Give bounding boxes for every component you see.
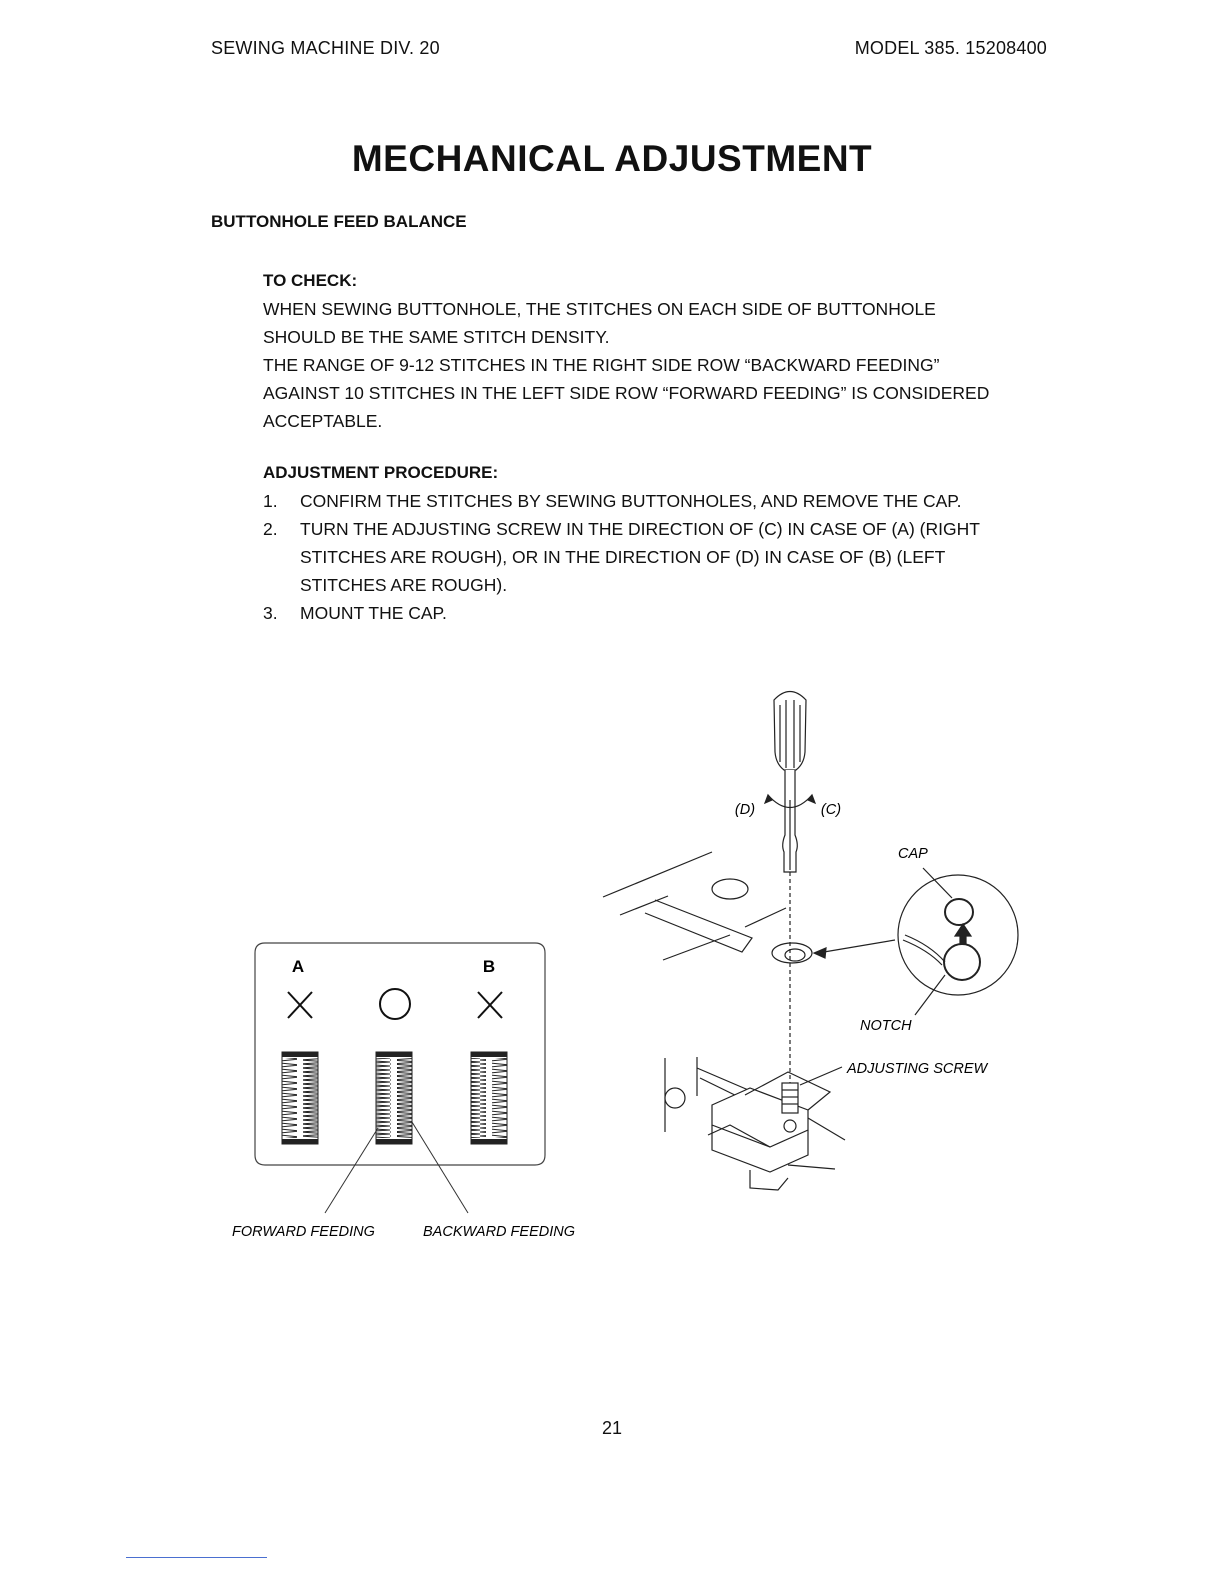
pointer-arrow [818, 940, 895, 953]
page-title: MECHANICAL ADJUSTMENT [351, 138, 873, 179]
stitch-column-b [471, 1052, 507, 1144]
circle-mark-icon [380, 989, 410, 1019]
label-adjusting-screw: ADJUSTING SCREW [847, 1061, 988, 1077]
label-c: (C) [820, 802, 842, 818]
step-number: 3. [263, 603, 278, 623]
step-number: 2. [263, 519, 278, 539]
header-left: SEWING MACHINE DIV. 20 [211, 38, 440, 58]
cover-plate [603, 852, 812, 963]
x-mark-icon [478, 992, 502, 1018]
step-number: 1. [263, 491, 278, 511]
to-check-line: WHEN SEWING BUTTONHOLE, THE STITCHES ON EACH SIDE OF BUTTONHOLE [263, 299, 936, 319]
label-d: (D) [734, 802, 756, 818]
procedure-heading: ADJUSTMENT PROCEDURE: [263, 463, 499, 482]
to-check-line: THE RANGE OF 9-12 STITCHES IN THE RIGHT SIDE ROW “BACKWARD FEEDING” [263, 355, 940, 375]
step-text: MOUNT THE CAP. [300, 603, 447, 623]
to-check-block [263, 267, 1063, 435]
buttonhole-comparison-panel [232, 943, 575, 1240]
procedure-block [263, 459, 1063, 627]
header-right: MODEL 385. 15208400 [854, 38, 1047, 58]
cap-icon [903, 899, 980, 980]
procedure-list [263, 487, 1063, 627]
label-b: B [482, 957, 496, 976]
to-check-line: ACCEPTABLE. [263, 411, 383, 431]
leader-line [325, 1128, 378, 1213]
label-forward-feeding: FORWARD FEEDING [232, 1224, 375, 1240]
procedure-step [263, 599, 1063, 627]
procedure-step [263, 487, 1063, 515]
step-text: TURN THE ADJUSTING SCREW IN THE DIRECTION OF (C) IN CASE OF (A) (RIGHT STITCHES ARE ROUGH), OR IN THE DIRECTION OF (D) IN CASE OF (B) (LEFT STITCHES ARE ROUGH). [300, 519, 980, 595]
page-number: 21 [601, 1418, 623, 1438]
to-check-line: AGAINST 10 STITCHES IN THE LEFT SIDE ROW “FORWARD FEEDING” IS CONSIDERED [263, 383, 990, 403]
feed-mechanism [665, 1057, 845, 1190]
leader-line [800, 1067, 842, 1085]
label-notch: NOTCH [860, 1018, 912, 1034]
x-mark-icon [288, 992, 312, 1018]
label-a: A [291, 957, 305, 976]
detail-magnifier [898, 875, 1018, 995]
to-check-line: SHOULD BE THE SAME STITCH DENSITY. [263, 327, 610, 347]
to-check-heading: TO CHECK: [263, 271, 358, 290]
stitch-column-good [376, 1052, 412, 1144]
rotation-arrow-icon [768, 795, 812, 808]
label-cap: CAP [898, 846, 928, 862]
adjustment-diagram [603, 692, 1018, 1191]
procedure-step [263, 515, 1030, 599]
stitch-column-a [282, 1052, 318, 1144]
label-backward-feeding: BACKWARD FEEDING [423, 1224, 576, 1240]
leader-line [412, 1122, 468, 1213]
screwdriver-icon [774, 692, 806, 873]
section-title: BUTTONHOLE FEED BALANCE [211, 212, 467, 231]
footer-rule [126, 1557, 267, 1558]
step-text: CONFIRM THE STITCHES BY SEWING BUTTONHOLES, AND REMOVE THE CAP. [300, 491, 962, 511]
